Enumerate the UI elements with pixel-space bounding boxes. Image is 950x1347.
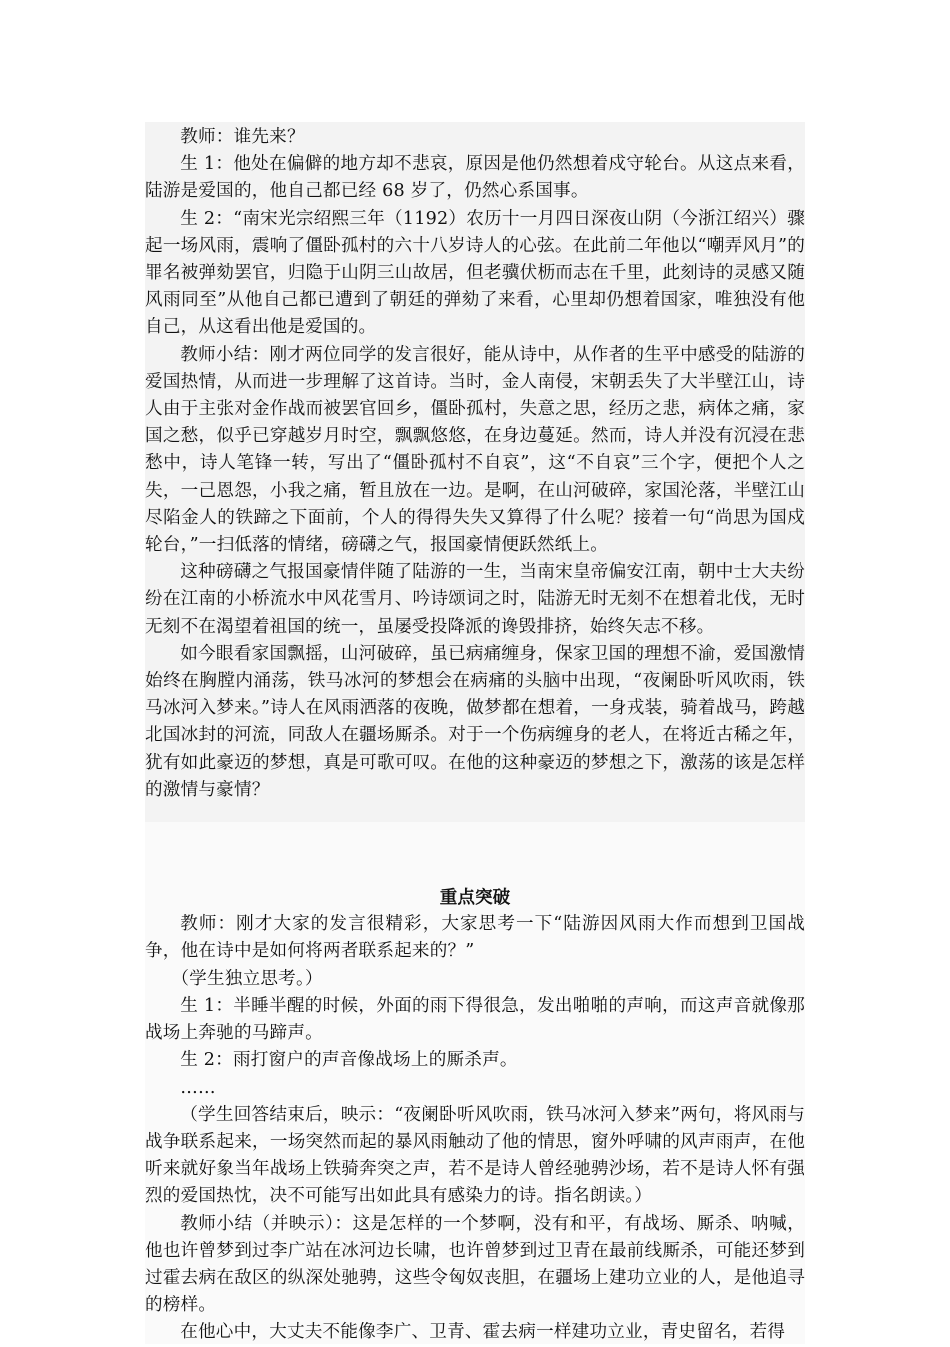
paragraph: 教师：谁先来？ bbox=[180, 127, 305, 147]
paragraph: 生 1：半睡半醒的时候，外面的雨下得很急，发出啪啪的声响，而这声音就像那战场上奔驰的马蹄声。 bbox=[145, 995, 805, 1044]
paragraph: 教师：刚才大家的发言很精彩，大家思考一下“陆游因风雨大作而想到卫国战争，他在诗中是如何将两者联系起来的？” bbox=[145, 914, 805, 962]
paragraph: 教师小结（并映示）：这是怎样的一个梦啊，没有和平，有战场、厮杀、呐喊，他也许曾梦到过李广站在冰河边长啸，也许曾梦到过卫青在最前线厮杀，可能还梦到过霍去病在敌区的纵深处驰骋，这些令匈奴丧胆，在疆场上建功立业的人，是他追寻的榜样。 bbox=[145, 1213, 805, 1316]
paragraph: 如今眼看家国飘摇，山河破碎，虽已病痛缠身，保家卫国的理想不渝，爱国激情始终在胸膛内涌荡，铁马冰河的梦想会在病痛的头脑中出现，“夜阑卧听风吹雨，铁马冰河入梦来。”诗人在风雨洒落的夜晚，做梦都在想着，一身戎装，骑着战马，跨越北国冰封的河流，同敌人在疆场厮杀。对于一个伤病缠身的老人，在将近古稀之年，犹有如此豪迈的梦想，真是可歌可叹。在他的这种豪迈的梦想之下，激荡的该是怎样的激情与豪情？ bbox=[145, 643, 805, 800]
paragraph: 生 2：“南宋光宗绍熙三年（1192）农历十一月四日深夜山阴（今浙江绍兴）骤起一场风雨，震响了僵卧孤村的六十八岁诗人的心弦。在此前二年他以“嘲弄风月”的罪名被弹劾罢官，归隐于山阴三山故居，但老骥伏枥而志在千里，此刻诗的灵感又随风雨同至”从他自己都已遭到了朝廷的弹劾了来看，心里却仍想着国家，唯独没有他自己，从这看出他是爱国的。 bbox=[145, 208, 805, 338]
paragraph: （学生独立思考。） bbox=[171, 968, 323, 989]
section-heading: 重点突破 bbox=[439, 887, 511, 909]
paragraph: 教师小结：刚才两位同学的发言很好，能从诗中，从作者的生平中感受的陆游的爱国热情，从而进一步理解了这首诗。当时，金人南侵，宋朝丢失了大半壁江山，诗人由于主张对金作战而被罢官回乡，僵卧孤村，失意之思，经历之悲，病体之痛，家国之愁，似乎已穿越岁月时空，飘飘悠悠，在身边蔓延。然而，诗人并没有沉浸在悲愁中，诗人笔锋一转，写出了“僵卧孤村不自哀”，这“不自哀”三个字，便把个人之失，一己恩怨，小我之痛，暂且放在一边。是啊，在山河破碎，家国沦落，半壁江山尽陷金人的铁蹄之下面前，个人的得得失失又算得了什么呢？接着一句“尚思为国戍轮台，”一扫低落的情绪，磅礴之气，报国豪情便跃然纸上。 bbox=[145, 344, 805, 556]
section-gap bbox=[145, 804, 805, 884]
ellipsis-line: …… bbox=[180, 1077, 216, 1098]
document-body bbox=[145, 124, 805, 1347]
paragraph: 生 1：他处在偏僻的地方却不悲哀，原因是他仍然想着戍守轮台。从这点来看，陆游是爱国的，他自己都已经 68 岁了，仍然心系国事。 bbox=[145, 154, 805, 202]
paragraph: 生 2：雨打窗户的声音像战场上的厮杀声。 bbox=[180, 1050, 518, 1071]
paragraph: 在他心中，大丈夫不能像李广、卫青、霍去病一样建功立业，青史留名，若得 bbox=[180, 1322, 786, 1343]
paragraph: 这种磅礴之气报国豪情伴随了陆游的一生，当南宋皇帝偏安江南，朝中士大夫纷纷在江南的小桥流水中风花雪月、吟诗颂词之时，陆游无时无刻不在想着北伐，无时无刻不在渴望着祖国的统一，虽屡受投降派的谗毁排挤，始终矢志不移。 bbox=[145, 562, 805, 637]
paragraph: （学生回答结束后，映示：“夜阑卧听风吹雨，铁马冰河入梦来”两句，将风雨与战争联系起来，一场突然而起的暴风雨触动了他的情思，窗外呼啸的风声雨声，在他听来就好象当年战场上铁骑奔突之声，若不是诗人曾经驰骋沙场，若不是诗人怀有强烈的爱国热忱，决不可能写出如此具有感染力的诗。指名朗读。） bbox=[145, 1104, 805, 1207]
